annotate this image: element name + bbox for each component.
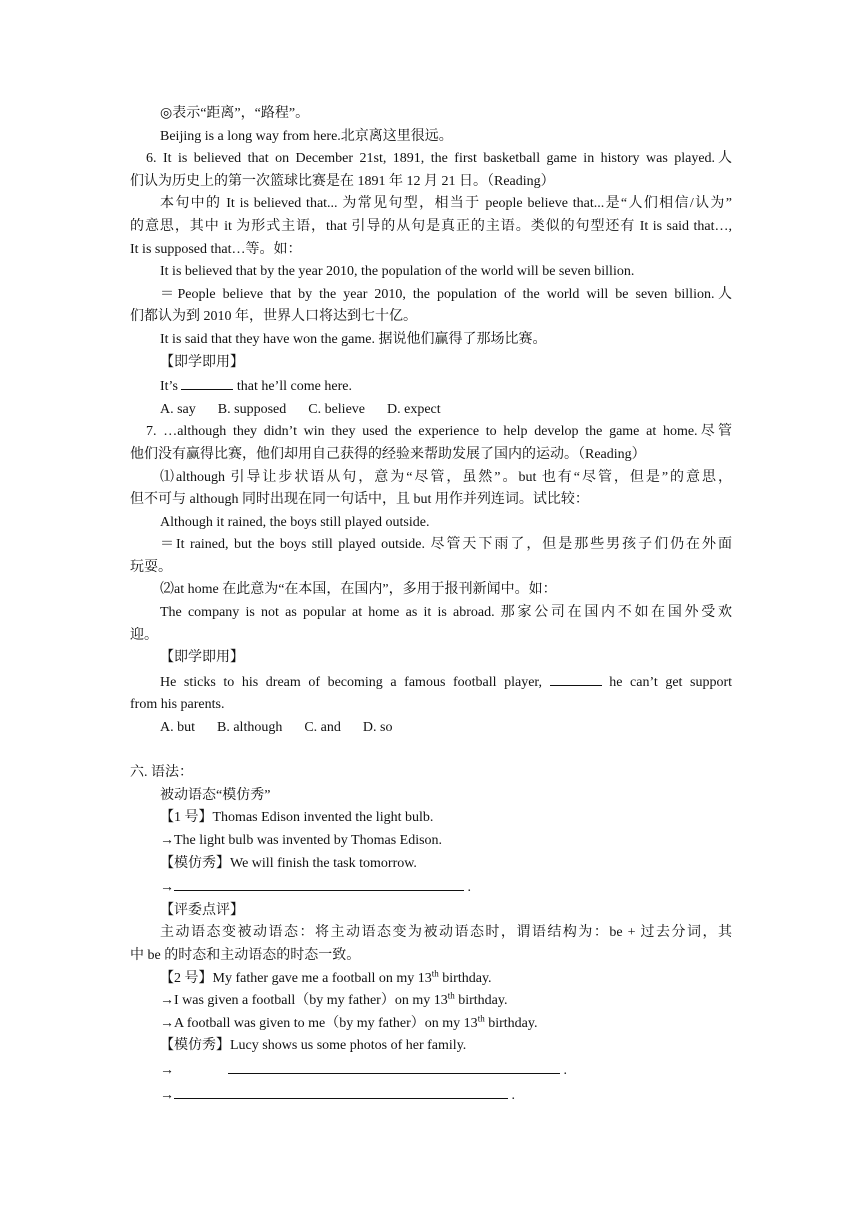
text-line: 迎。 — [130, 627, 158, 643]
text-line: 们认为历史上的第一次篮球比赛是在 1891 年 12 月 21 日。（Reading） — [130, 173, 555, 189]
text-line: 【模仿秀】Lucy shows us some photos of her family. — [160, 1038, 467, 1054]
period: . — [563, 1062, 567, 1078]
exercise-heading: 【即学即用】 — [160, 354, 244, 370]
document-page — [130, 103, 732, 1107]
option-c: C. believe — [308, 401, 365, 417]
answer-blank[interactable] — [228, 1058, 560, 1074]
exercise-options — [130, 399, 732, 422]
exercise-heading: 【即学即用】 — [160, 650, 244, 666]
answer-line — [130, 1083, 732, 1108]
question-text: he can’t get support — [609, 674, 733, 690]
text-line: 被动语态“模仿秀” — [160, 787, 271, 803]
answer-blank[interactable] — [174, 875, 464, 891]
text-line: 的意思，其中 it 为形式主语，that 引导的从句是真正的主语。类似的句型还有 It is said that…, — [130, 218, 732, 234]
text-line: Beijing is a long way from here.北京离这里很远。 — [160, 128, 453, 144]
text-line: ⑴although 引导让步状语从句，意为“尽管，虽然”。but 也有“尽管，但是”的意思， — [160, 469, 732, 485]
text-line — [130, 1013, 732, 1036]
exercise-question — [130, 374, 732, 399]
text-fragment: 【2 号】My father gave me a football on my 13 — [160, 970, 432, 986]
arrow-icon: → — [160, 1062, 174, 1078]
spacer — [130, 740, 732, 763]
text-line: 玩耍。 — [130, 559, 172, 575]
exercise-question — [130, 670, 732, 695]
text-line: ⑵at home 在此意为“在本国，在国内”，多用于报刊新闻中。如： — [160, 582, 557, 598]
answer-line — [130, 1058, 732, 1083]
text-fragment: →I was given a football（by my father）on my 13 — [160, 993, 448, 1009]
superscript: th — [477, 1013, 485, 1024]
text-line: from his parents. — [130, 697, 225, 713]
answer-blank[interactable] — [550, 670, 602, 686]
text-line: 但不可与 although 同时出现在同一句话中，且 but 用作并列连词。试比较： — [130, 492, 589, 508]
option-d: D. so — [362, 720, 393, 736]
question-text: He sticks to his dream of becoming a famous football player, — [160, 674, 543, 690]
answer-line — [130, 875, 732, 900]
section-heading: 六. 语法： — [130, 765, 193, 781]
option-c: C. and — [304, 720, 341, 736]
arrow-icon: → — [160, 880, 174, 896]
text-line: ◎表示“距离”，“路程”。 — [160, 106, 310, 121]
period: . — [467, 880, 471, 896]
text-fragment: birthday. — [454, 993, 508, 1009]
text-line: 【模仿秀】We will finish the task tomorrow. — [160, 855, 417, 871]
text-fragment: birthday. — [438, 970, 492, 986]
superscript: th — [431, 967, 439, 978]
period: . — [511, 1087, 515, 1103]
option-b: B. supposed — [217, 401, 287, 417]
example-sentence: Although it rained, the boys still played outside. — [160, 514, 430, 530]
question-text: It’s — [160, 379, 178, 395]
text-line — [130, 990, 732, 1013]
example-sentence: ＝It rained, but the boys still played outside. 尽管天下雨了，但是那些男孩子们仍在外面 — [160, 537, 732, 553]
text-line: 主动语态变被动语态：将主动语态变为被动语态时，谓语结构为：be + 过去分词，其 — [160, 925, 732, 941]
text-line: 中 be 的时态和主动语态的时态一致。 — [130, 947, 361, 963]
text-line — [130, 968, 732, 991]
example-sentence: It is said that they have won the game. 据说他们赢得了那场比赛。 — [160, 331, 547, 347]
text-fragment: →A football was given to me（by my father）on my 13 — [160, 1015, 478, 1031]
example-sentence: ＝People believe that by the year 2010, the population of the world will be seven billion.人 — [160, 286, 732, 302]
example-sentence: The company is not as popular at home as it is abroad. 那家公司在国内不如在国外受欢 — [160, 605, 732, 621]
text-line: →The light bulb was invented by Thomas Edison. — [160, 833, 443, 848]
text-fragment: birthday. — [484, 1015, 538, 1031]
answer-blank[interactable] — [174, 1083, 508, 1099]
option-d: D. expect — [387, 401, 441, 417]
arrow-icon: → — [160, 1087, 174, 1103]
text-line: It is supposed that…等。如： — [130, 241, 302, 257]
answer-blank[interactable] — [181, 374, 233, 390]
option-a: A. say — [160, 401, 196, 417]
option-b: B. although — [217, 720, 283, 736]
question-text: that he’ll come here. — [236, 379, 352, 395]
item-7-heading: 7. …although they didn’t win they used the experience to help develop the game at home.尽管 — [146, 424, 732, 440]
option-a: A. but — [160, 720, 195, 736]
item-6-heading: 6. It is believed that on December 21st, 1891, the first basketball game in history was played.人 — [146, 151, 732, 167]
example-sentence: It is believed that by the year 2010, the population of the world will be seven billion. — [160, 264, 635, 280]
text-line: 本句中的 It is believed that... 为常见句型，相当于 people believe that...是“人们相信/认为” — [160, 196, 732, 212]
exercise-options — [130, 717, 732, 740]
text-line: 他们没有赢得比赛，他们却用自己获得的经验来帮助发展了国内的运动。（Reading） — [130, 446, 646, 462]
text-line: 【评委点评】 — [160, 902, 244, 918]
superscript: th — [447, 990, 455, 1001]
text-line: 【1 号】Thomas Edison invented the light bulb. — [160, 810, 434, 826]
text-line: 们都认为到 2010 年，世界人口将达到七十亿。 — [130, 309, 417, 325]
